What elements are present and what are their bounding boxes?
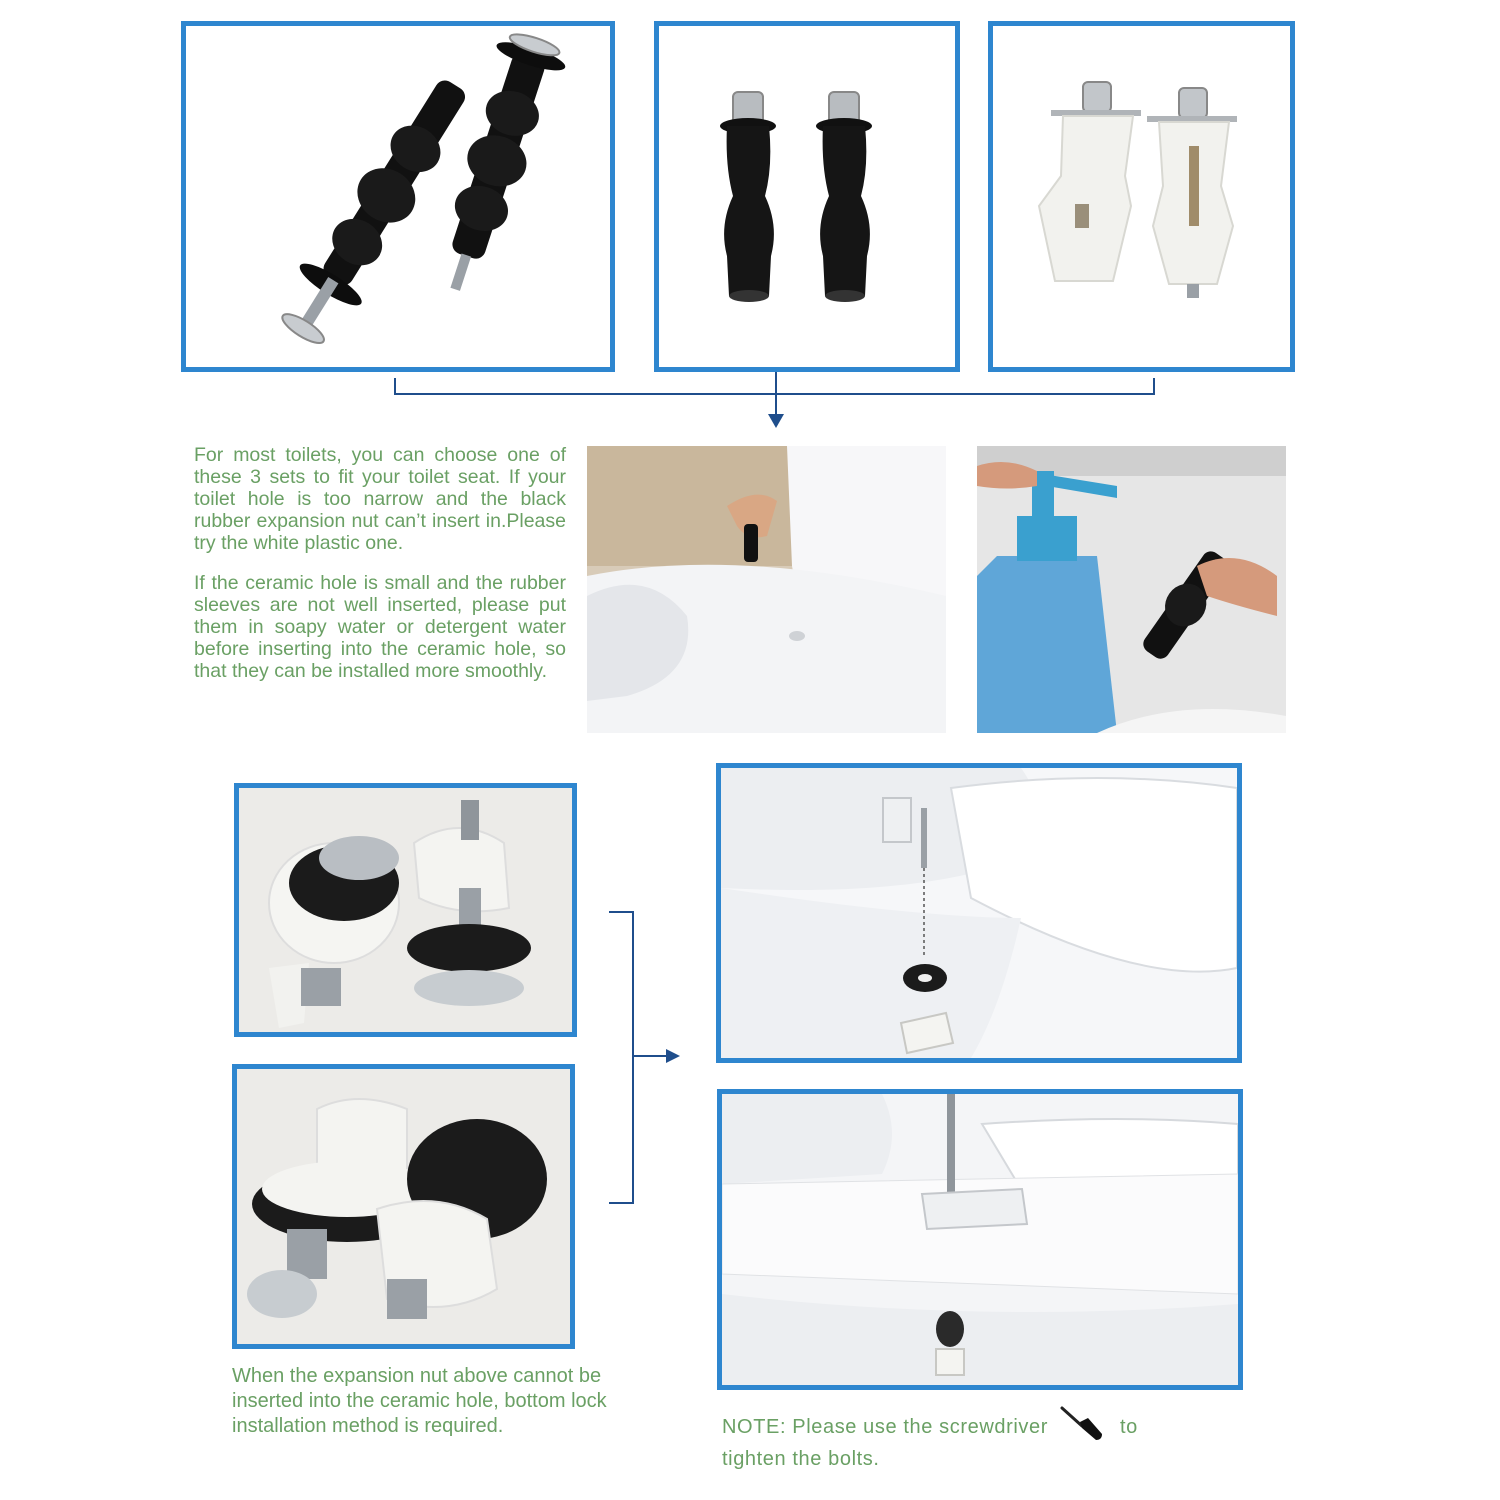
black-long-bolts-illustration bbox=[186, 26, 610, 367]
bottom-lock-photo-2 bbox=[232, 1064, 575, 1349]
install-photo-exploded-view bbox=[716, 763, 1242, 1063]
bottom-bracket-arrow-line bbox=[633, 1055, 669, 1057]
intro-paragraph-1: For most toilets, you can choose one of these 3 sets to fit your toilet seat. If your toilet hole is too narrow and the black rubber expansion nut can’t insert in.Please try the white plastic one. bbox=[194, 444, 566, 554]
bottom-lock-caption: When the expansion nut above cannot be inserted into the ceramic hole, bottom lock installation method is required. bbox=[232, 1365, 607, 1437]
note-line-1 bbox=[722, 1404, 1242, 1451]
top-connector-left-leg bbox=[394, 378, 396, 394]
bottom-bracket-bottom bbox=[609, 1202, 633, 1204]
intro-text bbox=[194, 444, 566, 700]
soapy-water-illustration bbox=[977, 446, 1286, 733]
right-arrow-icon bbox=[666, 1049, 680, 1063]
intro-paragraph-2: If the ceramic hole is small and the rubber sleeves are not well inserted, please put them in soapy water or detergent water before inserting into the ceramic hole, so that they can be installed more smoothly. bbox=[194, 572, 566, 682]
screwdriver-note bbox=[722, 1404, 1242, 1472]
assembled-illustration bbox=[722, 1094, 1238, 1385]
white-plastic-nuts-illustration bbox=[993, 26, 1290, 367]
kit-photo-black-long-bolts bbox=[181, 21, 615, 372]
bottom-lock-photo-1 bbox=[234, 783, 577, 1037]
install-photo-assembled bbox=[717, 1089, 1243, 1390]
kit-photo-white-plastic-nuts bbox=[988, 21, 1295, 372]
bottom-bracket-top bbox=[609, 911, 633, 913]
note-text-before-icon: NOTE: Please use the screwdriver bbox=[722, 1415, 1048, 1438]
bottom-lock-kit-1-illustration bbox=[239, 788, 572, 1032]
photo-inserting-nut-into-toilet bbox=[587, 446, 946, 733]
bottom-bracket-vertical bbox=[632, 911, 634, 1204]
down-arrow-icon bbox=[768, 414, 784, 430]
photo-soapy-water-lubrication bbox=[977, 446, 1286, 733]
note-text-after-icon: to bbox=[1119, 1415, 1138, 1438]
black-short-nuts-illustration bbox=[659, 26, 955, 367]
kit-photo-black-short-nuts bbox=[654, 21, 960, 372]
note-line-2: tighten the bolts. bbox=[722, 1448, 880, 1470]
screwdriver-icon bbox=[1058, 1427, 1108, 1449]
inserting-nut-illustration bbox=[587, 446, 946, 733]
top-connector-down bbox=[775, 372, 777, 418]
bottom-lock-kit-2-illustration bbox=[237, 1069, 570, 1344]
exploded-view-illustration bbox=[721, 768, 1237, 1058]
top-connector-right-leg bbox=[1153, 378, 1155, 394]
